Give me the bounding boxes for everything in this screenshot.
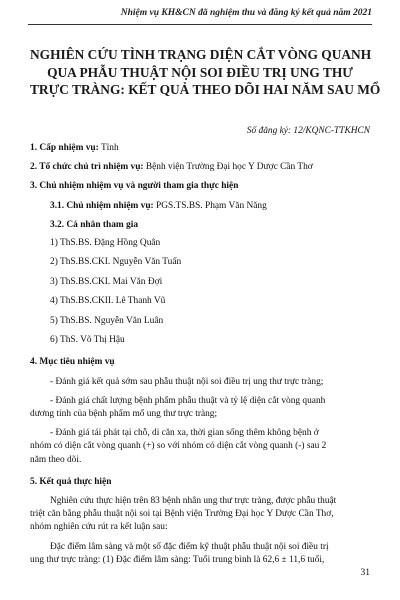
objective-1: - Đánh giá kết quả sớm sau phẫu thuật nội soi điều trị ung thư trực tràng; — [50, 376, 324, 387]
objective-3 — [30, 427, 371, 467]
results-line: triệt căn bằng phẫu thuật nội soi tại Bệnh viện Trường Đại học Y Dược Cần Thơ, — [30, 509, 334, 520]
results-line: ung thư trực tràng: (1) Đặc điểm lâm sàng: Tuổi trung bình là 62,6 ± 11,6 tuổi, — [30, 554, 325, 565]
results-line: Đặc điểm lâm sàng và một số đặc điểm kỹ thuật phẫu thuật nội soi điều trị — [50, 541, 329, 552]
member-item: 2) ThS.BS.CKI. Nguyễn Văn Tuấn — [50, 257, 182, 268]
document-body — [30, 142, 371, 567]
objective-3-line: - Đánh giá tái phát tại chỗ, di căn xa, thời gian sống thêm không bệnh ở — [50, 428, 319, 439]
running-header: Nhiệm vụ KH&CN đã nghiệm thu và đăng ký kết quả năm 2021 — [120, 8, 372, 18]
member-item: 6) ThS. Võ Thị Hậu — [50, 334, 125, 345]
member-item: 1) ThS.BS. Đặng Hồng Quân — [50, 238, 161, 249]
objective-2 — [30, 395, 371, 421]
section-1 — [30, 142, 371, 155]
results-paragraph-2 — [30, 541, 371, 567]
title-line: TRỰC TRÀNG: KẾT QUẢ THEO DÕI HAI NĂM SAU MỔ — [30, 82, 381, 97]
page-number: 31 — [360, 568, 370, 578]
results-paragraph-1 — [30, 495, 371, 535]
section-3-1 — [30, 200, 371, 213]
section-5-heading: 5. Kết quả thực hiện — [30, 476, 112, 487]
section-3-1-label: 3.1. Chủ nhiệm nhiệm vụ: — [50, 200, 154, 211]
section-1-label: 1. Cấp nhiệm vụ: — [30, 143, 99, 153]
member-item: 4) ThS.BS.CKII. Lê Thanh Vũ — [50, 296, 166, 307]
section-2-value: Bệnh viện Trường Đại học Y Dược Cần Thơ — [143, 162, 313, 173]
results-line: Nghiên cứu thực hiện trên 83 bệnh nhân ung thư trực tràng, được phẫu thuật — [50, 495, 337, 506]
registration-number: Số đăng ký: 12/KQNC-TTKHCN — [246, 126, 370, 136]
title-line: NGHIÊN CỨU TÌNH TRẠNG DIỆN CẮT VÒNG QUANH — [30, 47, 372, 62]
objective-2-line: dương tính của bệnh phẩm mổ ung thư trực tràng; — [30, 408, 218, 419]
results-line: nhóm nghiên cứu rút ra kết luận sau: — [30, 522, 168, 533]
objective-3-line: năm theo dõi. — [30, 454, 82, 465]
objective-2-line: - Đánh giá chất lượng bệnh phẩm phẫu thuật và tỷ lệ diện cắt vòng quanh — [50, 395, 326, 406]
objective-3-line: nhóm có diện cắt vòng quanh (+) so với nhóm có diện cắt vòng quanh (-) sau 2 — [30, 441, 327, 452]
section-3-1-value: PGS.TS.BS. Phạm Văn Năng — [153, 200, 267, 211]
title-line: QUA PHẪU THUẬT NỘI SOI ĐIỀU TRỊ UNG THƯ — [47, 64, 353, 80]
section-3-heading: 3. Chủ nhiệm nhiệm vụ và người tham gia thực hiện — [30, 181, 239, 192]
section-2-label: 2. Tổ chức chủ trì nhiệm vụ: — [30, 162, 144, 173]
member-list — [30, 234, 371, 350]
member-item: 5) ThS.BS. Nguyễn Văn Luân — [50, 315, 164, 326]
header-rule — [28, 24, 372, 25]
section-4-heading: 4. Mục tiêu nhiệm vụ — [30, 357, 115, 368]
section-2 — [30, 161, 371, 174]
section-1-value: Tỉnh — [98, 143, 119, 153]
document-title — [30, 46, 381, 99]
section-3-2-heading: 3.2. Cá nhân tham gia — [50, 219, 139, 230]
member-item: 3) ThS.BS.CKI. Mai Văn Đợi — [50, 276, 163, 287]
